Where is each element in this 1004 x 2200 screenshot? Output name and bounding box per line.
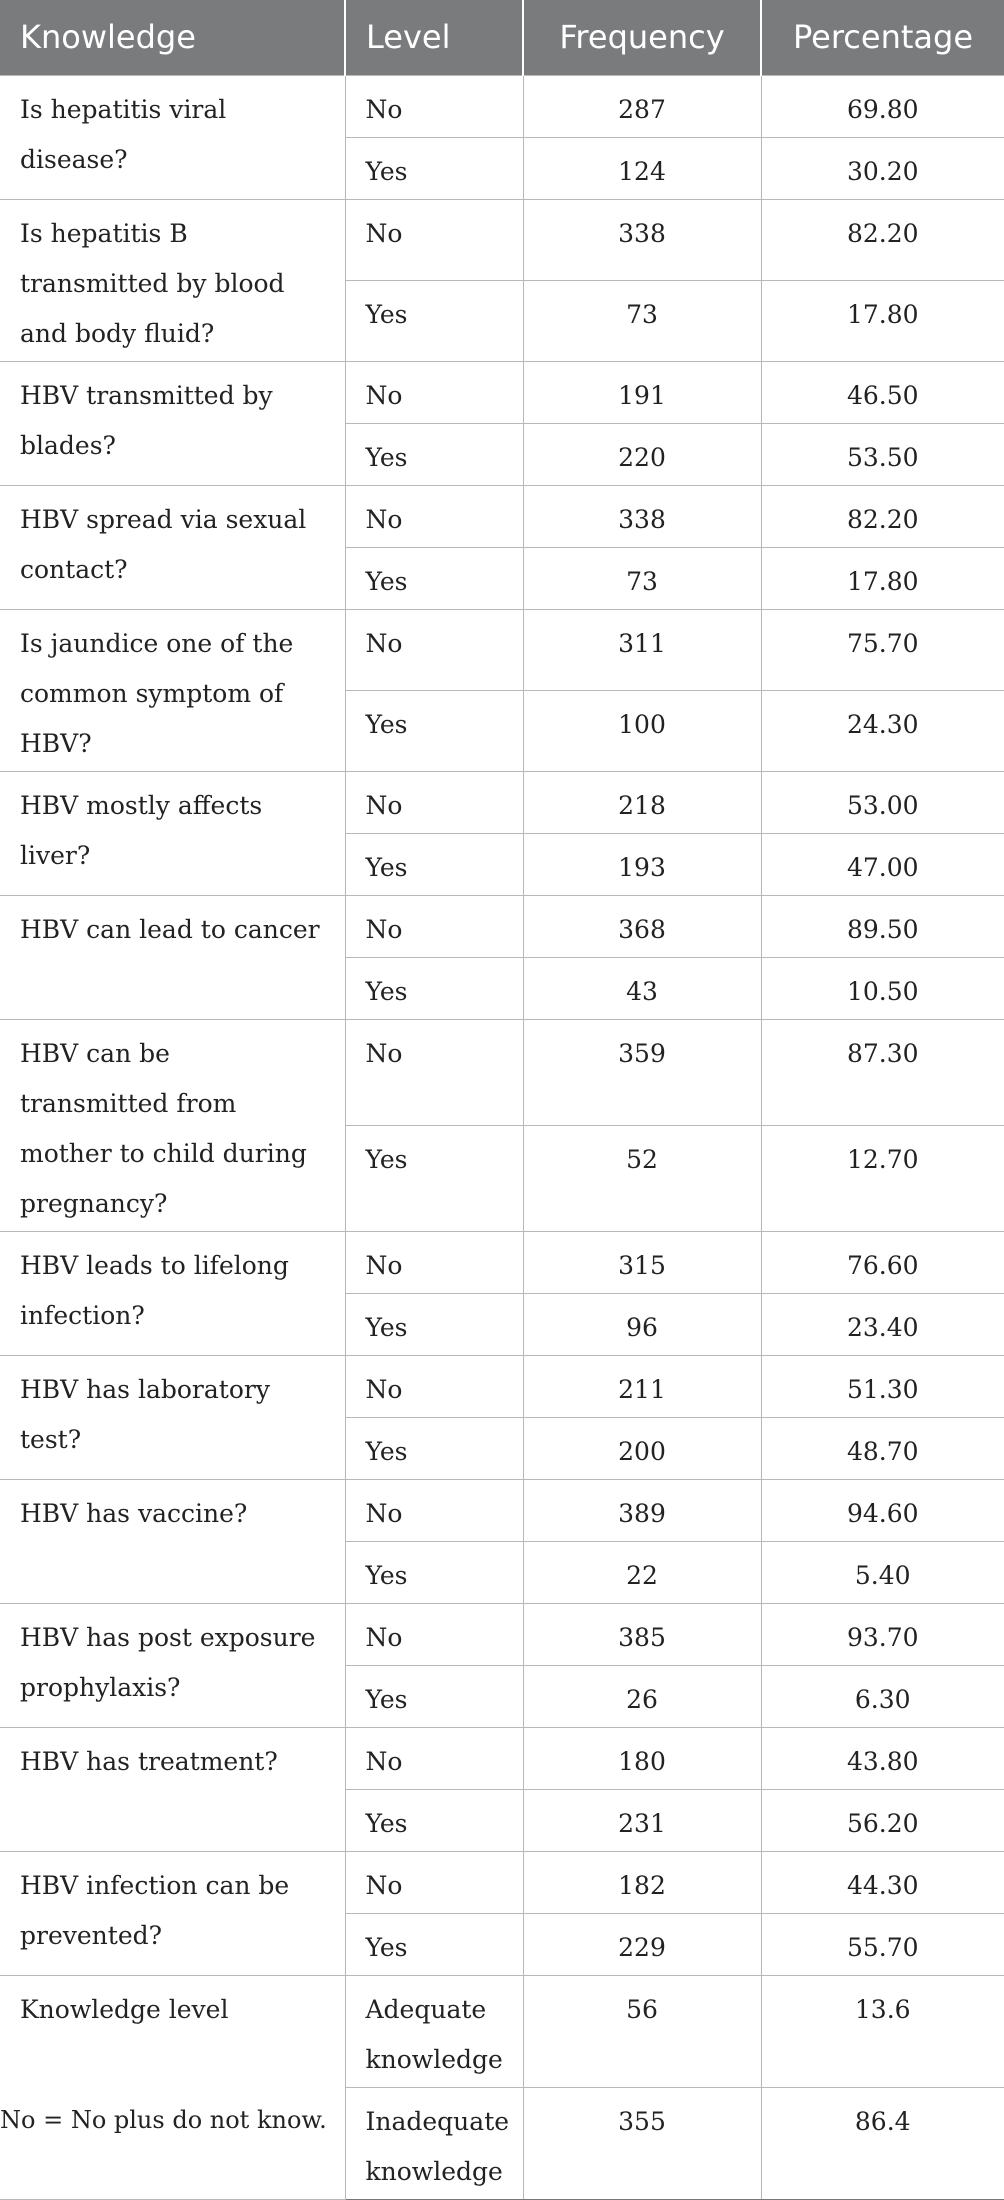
percentage-cell: 48.70: [761, 1417, 1004, 1479]
percentage-cell: 69.80: [761, 75, 1004, 137]
level-cell: No: [345, 895, 523, 957]
level-cell: Yes: [345, 833, 523, 895]
percentage-cell: 44.30: [761, 1851, 1004, 1913]
frequency-cell: 220: [523, 423, 761, 485]
level-cell: No: [345, 1019, 523, 1125]
level-cell: Yes: [345, 280, 523, 361]
table-row: [0, 199, 1004, 280]
percentage-cell: 76.60: [761, 1231, 1004, 1293]
percentage-cell: 46.50: [761, 361, 1004, 423]
level-cell: No: [345, 1479, 523, 1541]
frequency-cell: 229: [523, 1913, 761, 1975]
level-cell: Yes: [345, 1417, 523, 1479]
frequency-cell: 355: [523, 2087, 761, 2199]
frequency-cell: 385: [523, 1603, 761, 1665]
frequency-cell: 43: [523, 957, 761, 1019]
level-cell: No: [345, 771, 523, 833]
level-cell: No: [345, 1231, 523, 1293]
percentage-cell: 43.80: [761, 1727, 1004, 1789]
percentage-cell: 5.40: [761, 1541, 1004, 1603]
percentage-cell: 17.80: [761, 280, 1004, 361]
percentage-cell: 47.00: [761, 833, 1004, 895]
level-cell: Yes: [345, 690, 523, 771]
frequency-cell: 73: [523, 547, 761, 609]
frequency-cell: 211: [523, 1355, 761, 1417]
frequency-cell: 191: [523, 361, 761, 423]
level-cell: No: [345, 75, 523, 137]
level-cell: No: [345, 199, 523, 280]
percentage-cell: 87.30: [761, 1019, 1004, 1125]
percentage-cell: 53.00: [761, 771, 1004, 833]
knowledge-item-cell: Is jaundice one of the common symptom of HBV?: [0, 609, 345, 771]
frequency-cell: 100: [523, 690, 761, 771]
table-row: [0, 1355, 1004, 1417]
percentage-cell: 56.20: [761, 1789, 1004, 1851]
frequency-cell: 56: [523, 1975, 761, 2087]
level-cell: No: [345, 1603, 523, 1665]
level-cell: Inadequate knowledge: [345, 2087, 523, 2199]
level-cell: No: [345, 1355, 523, 1417]
percentage-cell: 53.50: [761, 423, 1004, 485]
percentage-cell: 17.80: [761, 547, 1004, 609]
frequency-cell: 287: [523, 75, 761, 137]
frequency-cell: 124: [523, 137, 761, 199]
percentage-cell: 6.30: [761, 1665, 1004, 1727]
frequency-cell: 180: [523, 1727, 761, 1789]
percentage-cell: 94.60: [761, 1479, 1004, 1541]
table-row: [0, 485, 1004, 547]
knowledge-item-cell: HBV has treatment?: [0, 1727, 345, 1851]
knowledge-item-cell: HBV infection can be prevented?: [0, 1851, 345, 1975]
frequency-cell: 338: [523, 485, 761, 547]
frequency-cell: 218: [523, 771, 761, 833]
table-row: [0, 361, 1004, 423]
frequency-cell: 26: [523, 1665, 761, 1727]
level-cell: No: [345, 361, 523, 423]
table-row: [0, 75, 1004, 137]
knowledge-item-cell: HBV mostly affects liver?: [0, 771, 345, 895]
knowledge-item-cell: HBV transmitted by blades?: [0, 361, 345, 485]
frequency-cell: 359: [523, 1019, 761, 1125]
level-cell: Yes: [345, 957, 523, 1019]
table-row: [0, 1727, 1004, 1789]
frequency-cell: 73: [523, 280, 761, 361]
table-body: [0, 75, 1004, 2199]
percentage-cell: 82.20: [761, 199, 1004, 280]
knowledge-item-cell: Is hepatitis viral disease?: [0, 75, 345, 199]
table-row: [0, 771, 1004, 833]
percentage-cell: 82.20: [761, 485, 1004, 547]
knowledge-item-cell: Is hepatitis B transmitted by blood and body fluid?: [0, 199, 345, 361]
level-cell: Yes: [345, 1125, 523, 1231]
table-row: [0, 1019, 1004, 1125]
level-cell: No: [345, 1851, 523, 1913]
level-cell: No: [345, 485, 523, 547]
knowledge-item-cell: HBV can lead to cancer: [0, 895, 345, 1019]
percentage-cell: 23.40: [761, 1293, 1004, 1355]
level-cell: Yes: [345, 1789, 523, 1851]
frequency-cell: 315: [523, 1231, 761, 1293]
header-row: [0, 0, 1004, 75]
knowledge-item-cell: HBV has laboratory test?: [0, 1355, 345, 1479]
frequency-cell: 368: [523, 895, 761, 957]
frequency-cell: 182: [523, 1851, 761, 1913]
knowledge-item-cell: HBV has vaccine?: [0, 1479, 345, 1603]
table-footnote: No = No plus do not know.: [0, 2106, 327, 2134]
frequency-cell: 52: [523, 1125, 761, 1231]
knowledge-item-cell: HBV spread via sexual contact?: [0, 485, 345, 609]
knowledge-item-cell: HBV has post exposure prophylaxis?: [0, 1603, 345, 1727]
percentage-cell: 93.70: [761, 1603, 1004, 1665]
percentage-cell: 51.30: [761, 1355, 1004, 1417]
table-row: [0, 1851, 1004, 1913]
frequency-cell: 311: [523, 609, 761, 690]
level-cell: Yes: [345, 1665, 523, 1727]
percentage-cell: 10.50: [761, 957, 1004, 1019]
knowledge-item-cell: Knowledge level: [0, 1975, 345, 2199]
level-cell: Yes: [345, 1293, 523, 1355]
frequency-cell: 389: [523, 1479, 761, 1541]
table-row: [0, 1479, 1004, 1541]
column-header-level: Level: [345, 0, 523, 75]
level-cell: No: [345, 1727, 523, 1789]
frequency-cell: 231: [523, 1789, 761, 1851]
level-cell: No: [345, 609, 523, 690]
table-row: [0, 609, 1004, 690]
column-header-frequency: Frequency: [523, 0, 761, 75]
table-row: [0, 1231, 1004, 1293]
frequency-cell: 200: [523, 1417, 761, 1479]
percentage-cell: 75.70: [761, 609, 1004, 690]
level-cell: Adequate knowledge: [345, 1975, 523, 2087]
frequency-cell: 338: [523, 199, 761, 280]
column-header-knowledge: Knowledge: [0, 0, 345, 75]
frequency-cell: 193: [523, 833, 761, 895]
frequency-cell: 96: [523, 1293, 761, 1355]
level-cell: Yes: [345, 1541, 523, 1603]
table-row: [0, 895, 1004, 957]
percentage-cell: 12.70: [761, 1125, 1004, 1231]
percentage-cell: 24.30: [761, 690, 1004, 771]
percentage-cell: 30.20: [761, 137, 1004, 199]
level-cell: Yes: [345, 137, 523, 199]
knowledge-item-cell: HBV can be transmitted from mother to child during pregnancy?: [0, 1019, 345, 1231]
level-cell: Yes: [345, 547, 523, 609]
column-header-percentage: Percentage: [761, 0, 1004, 75]
table-row: [0, 1975, 1004, 2087]
knowledge-item-cell: HBV leads to lifelong infection?: [0, 1231, 345, 1355]
table-row: [0, 1603, 1004, 1665]
percentage-cell: 13.6: [761, 1975, 1004, 2087]
level-cell: Yes: [345, 1913, 523, 1975]
percentage-cell: 86.4: [761, 2087, 1004, 2199]
level-cell: Yes: [345, 423, 523, 485]
frequency-cell: 22: [523, 1541, 761, 1603]
percentage-cell: 55.70: [761, 1913, 1004, 1975]
percentage-cell: 89.50: [761, 895, 1004, 957]
